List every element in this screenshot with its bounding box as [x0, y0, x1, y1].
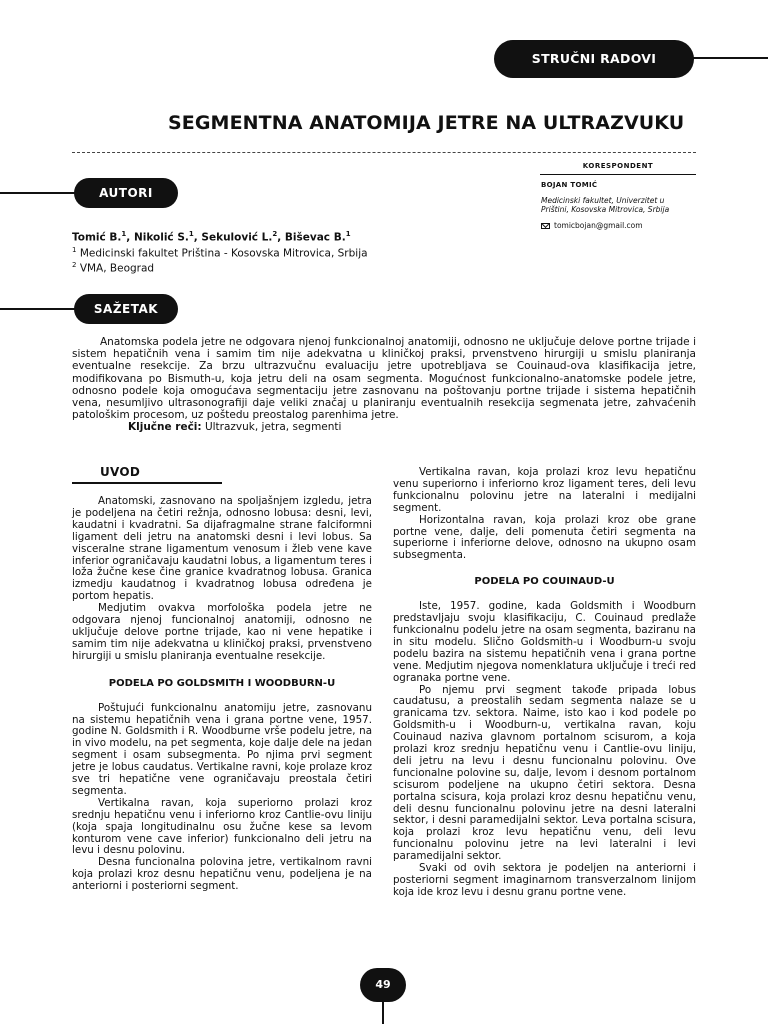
- author-names: Tomić B.$^1$, Nikolić S.$^1$, Sekulović L.$^2$, Biševac B.$^1$: [72, 230, 351, 244]
- paragraph: Iste, 1957. godine, kada Goldsmith i Woodburn predstavljaju svoju klasifikaciju, C. Couinaud predlaže funkcionalnu podelu jetre na osam segmenta, baziranu na in situ modelu. Slično Goldsmith-u i Woodburn-u svoju podelu bazira na sistemu hepatičnih vena i grana portne vene. Medjutim njegova nomenklatura uključuje i treći red ogranaka portne vene.: [393, 600, 696, 684]
- affiliation-sup: 2: [72, 261, 77, 269]
- paragraph: Vertikalna ravan, koja prolazi kroz levu hepatičnu venu superiorno i inferiorno kroz ligament teres, deli levu funkcionalnu polovinu jetre na lateralni i medijalni segment.: [393, 466, 696, 514]
- section-label-badge: [494, 40, 694, 78]
- author-name: Tomić B.: [72, 231, 122, 244]
- subheading: PODELA PO COUINAUD-U: [474, 576, 615, 588]
- affiliation-line: [72, 259, 532, 275]
- paragraph: Po njemu prvi segment takođe pripada lobus caudatusu, a preostalih sedam segmenta nalaze se u granicama tzv. sektora. Naime, isto kao i kod podele po Goldsmith-u i Woodburn-u, vertikalna ravan, koju Couinaud naziva glavnom portalnom scisurom, a koja prolazi kroz srednju hepatičnu venu i Cantlie-ovu liniju, deli jetru na levu i desnu funcionalnu polovinu. Ove funcionalne polovine su, dalje, levom i desnom portalnom scisurom podeljene na ukupno četiri sektora. Desna portalna scisura, koja prolazi kroz desnu hepatičnu venu, deli desnu funcionalnu polovinu jetre na desni lateralni sektor, i desni paramedijalni sektor. Leva portalna scisura, koja prolazi kroz levu hepatičnu venu, deli levu funcionalnu polovinu jetre na levi lateralni i levi paramedijalni sektor.: [393, 683, 696, 863]
- uvod-heading: [72, 465, 372, 484]
- subheading: PODELA PO GOLDSMITH I WOODBURN-U: [108, 677, 336, 689]
- korespondent-email-row: [541, 221, 643, 230]
- sazetak-badge: [74, 294, 178, 324]
- sazetak-rule: [0, 308, 76, 310]
- page-number-badge: [360, 968, 406, 1002]
- keywords-text: Ultrazvuk, jetra, segmenti: [204, 421, 342, 434]
- affiliation-text: Medicinski fakultet Priština - Kosovska Mitrovica, Srbija: [79, 247, 368, 259]
- affiliation-line: [72, 244, 532, 260]
- keywords-line: [72, 421, 696, 433]
- uvod-label: UVOD: [72, 465, 222, 484]
- author-sup: 1: [345, 230, 351, 238]
- autori-label: AUTORI: [99, 186, 153, 200]
- section-label: STRUČNI RADOVI: [531, 51, 657, 66]
- page-number-rule: [382, 1002, 384, 1024]
- article-title: SEGMENTNA ANATOMIJA JETRE NA ULTRAZVUKU: [168, 112, 685, 134]
- abstract-text: Anatomska podela jetre ne odgovara njenoj funkcionalnoj anatomiji, odnosno ne uključuje delove portne trijade i sistem hepatičnih vena i samim tim nije adekvatna u kliničkoj praksi, prvenstveno hirurgiji u smislu planiranja eventualne resekcije. Za brzu ultrazvučnu evaluaciju jetre upotrebljava se Couinaud-ova klasifikacija jetre, modifikovana po Bismuth-u, koja jetru deli na osam segmenta. Mogućnost funkcionalno-anatomske podele jetre, odnosno podele koja omogućava segmentaciju jetre zasnovanu na poštovanju portne trijade i sistema hepatičnih vena, nesumljivo ultrasonografiji daje veliki značaj u planiranju eventualnih resekcija segmenata jetre, zahvaćenih patološkim procesom, uz poštedu preostalog parenhima jetre.: [72, 336, 696, 422]
- autori-rule: [0, 192, 76, 194]
- paragraph: Horizontalna ravan, koja prolazi kroz obe grane portne vene, dalje, deli pomenuta četiri segmenta na superiorne i inferiorne delove, odnosno na ukupno osam subsegmenta.: [393, 513, 696, 562]
- paragraph: Vertikalna ravan, koja superiorno prolazi kroz srednju hepatičnu venu i inferiorno kroz Cantlie-ovu liniju (koja spaja longitudinalnu osu žučne kese sa levom konturom vene cave inferior) funkcionalno deli jetru na levu i desnu polovinu.: [72, 796, 372, 857]
- keywords-label: Ključne reči:: [128, 421, 202, 434]
- korespondent-name: BOJAN TOMIĆ: [541, 181, 598, 189]
- authors-block: [72, 228, 532, 275]
- author-name: Nikolić S.: [133, 231, 189, 244]
- page-number: 49: [375, 978, 391, 991]
- korespondent-rule: [540, 174, 696, 175]
- korespondent-institution: Medicinski fakultet, Univerzitet u Prištini, Kosovska Mitrovica, Srbija: [541, 196, 670, 214]
- left-column: [72, 496, 372, 893]
- title-divider: [72, 152, 696, 153]
- affiliation-text: VMA, Beograd: [79, 262, 155, 275]
- author-sup: 1: [188, 230, 194, 238]
- header-rule: [692, 57, 768, 59]
- abstract: [72, 336, 696, 434]
- author-sup: 2: [272, 230, 278, 238]
- paragraph: Svaki od ovih sektora je podeljen na anteriorni i posteriorni segment imaginarnom transverzalnom linijom koja ide kroz levu i desnu granu portne vene.: [393, 862, 696, 898]
- paragraph: Medjutim ovakva morfološka podela jetre ne odgovara njenoj funcionalnoj anatomiji, odnosno ne uključuje delove portne trijade, kao ni vene hepatike i samim tim nije adekvatna u kliničkoj praksi, prvenstveno hirurgiji u smislu planiranja eventualne resekcije.: [72, 602, 372, 662]
- paragraph: Desna funcionalna polovina jetre, vertikalnom ravni koja prolazi kroz desnu hepatičnu venu, podeljena je na anteriorni i posteriorni segment.: [72, 856, 372, 893]
- author-name: Sekulović L.: [201, 231, 273, 244]
- right-column: [393, 467, 696, 899]
- affiliation-sup: 1: [72, 245, 77, 254]
- author-sup: 1: [121, 230, 127, 238]
- sazetak-label: SAŽETAK: [93, 302, 159, 316]
- paragraph: Poštujući funkcionalnu anatomiju jetre, zasnovanu na sistemu hepatičnih vena i grana portne vene, 1957. godine N. Goldsmith i R. Woodburne vrše podelu jetre, na in vivo modelu, na pet segmenta, koje dalje dele na jedan segment i osam subsegmenta. Po njima prvi segment jetre je lobus caudatus. Vertikalne ravni, koje prolaze kroz sve tri hepatične vene ograničavaju preostala četiri segmenta.: [72, 701, 372, 797]
- paragraph: Anatomski, zasnovano na spoljašnjem izgledu, jetra je podeljena na četiri režnja, odnosno lobusa: desni, levi, kaudatni i kvadratni. Sa dijafragmalne strane falciformni ligament deli jetru na anatomski desni i levi lobus. Sa visceralne strane ligamentum venosum i žleb vene kave inferior ograničavaju kaudatni lobus, a ligamentum teres i loža žučne kese čine granice kvadratnog lobusa. Granica izmedju kaudatnog i kvadratnog lobusa određena je portom hepatis.: [72, 495, 372, 603]
- autori-badge: [74, 178, 178, 208]
- korespondent-email: tomicbojan@gmail.com: [554, 221, 643, 230]
- envelope-icon: [541, 223, 550, 229]
- author-name: Biševac B.: [284, 231, 346, 244]
- korespondent-heading: KORESPONDENT: [582, 162, 654, 170]
